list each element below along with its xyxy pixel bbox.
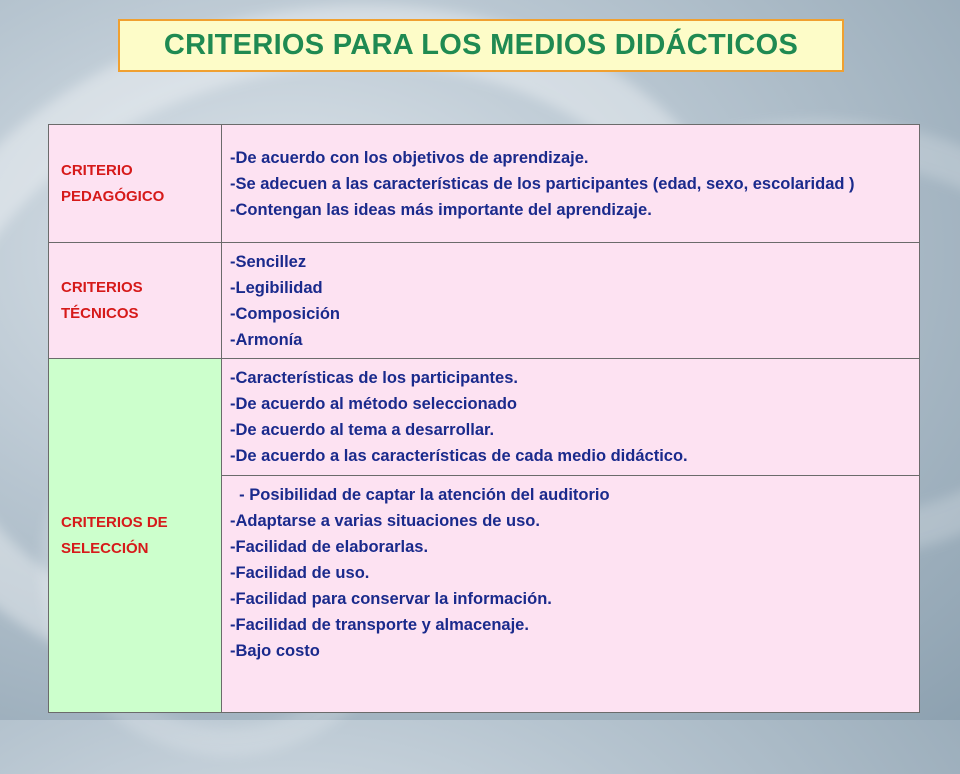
- criterion-item: -De acuerdo al tema a desarrollar.: [230, 421, 495, 439]
- row-label-line: CRITERIOS: [61, 278, 143, 296]
- table-row-pedagogico: [49, 125, 920, 243]
- criterion-item: - Posibilidad de captar la atención del auditorio: [230, 486, 610, 504]
- criterion-item: -Facilidad de elaborarlas.: [230, 538, 429, 556]
- row-label-line: CRITERIOS DE: [61, 513, 168, 531]
- table-row-tecnicos: [49, 243, 920, 359]
- row-content-cell: [222, 359, 920, 476]
- row-label-line: SELECCIÓN: [61, 539, 149, 557]
- row-label-cell: [49, 359, 222, 713]
- slide-title: CRITERIOS PARA LOS MEDIOS DIDÁCTICOS: [163, 29, 799, 61]
- criterion-item: -Facilidad de transporte y almacenaje.: [230, 616, 529, 634]
- criterion-item: -Composición: [230, 304, 340, 323]
- criterion-item: -De acuerdo con los objetivos de aprendizaje.: [230, 148, 589, 167]
- row-content-cell: [222, 243, 920, 359]
- criterion-item: -Facilidad para conservar la información.: [230, 590, 552, 608]
- criterion-item: -Sencillez: [230, 252, 307, 271]
- row-label-cell: [49, 125, 222, 243]
- table-row-seleccion-a: [49, 359, 920, 476]
- row-label-cell: [49, 243, 222, 359]
- criterion-item: -Características de los participantes.: [230, 369, 518, 387]
- criterion-item: -Bajo costo: [230, 642, 320, 660]
- criterion-item: -Adaptarse a varias situaciones de uso.: [230, 512, 540, 530]
- criterion-item: -Se adecuen a las características de los participantes (edad, sexo, escolaridad ): [230, 174, 855, 193]
- criterion-item: -De acuerdo a las características de cada medio didáctico.: [230, 447, 688, 465]
- row-label-line: TÉCNICOS: [61, 304, 139, 322]
- row-content-cell: [222, 476, 920, 713]
- title-banner: [118, 19, 844, 72]
- criterion-item: -De acuerdo al método seleccionado: [230, 395, 517, 413]
- criterion-item: -Armonía: [230, 330, 303, 349]
- row-label-line: CRITERIO: [61, 161, 133, 179]
- row-content-cell: [222, 125, 920, 243]
- row-label-line: PEDAGÓGICO: [61, 187, 165, 205]
- criterion-item: -Legibilidad: [230, 278, 323, 297]
- criterion-item: -Facilidad de uso.: [230, 564, 370, 582]
- criterion-item: -Contengan las ideas más importante del aprendizaje.: [230, 200, 652, 219]
- criteria-table: [48, 124, 920, 713]
